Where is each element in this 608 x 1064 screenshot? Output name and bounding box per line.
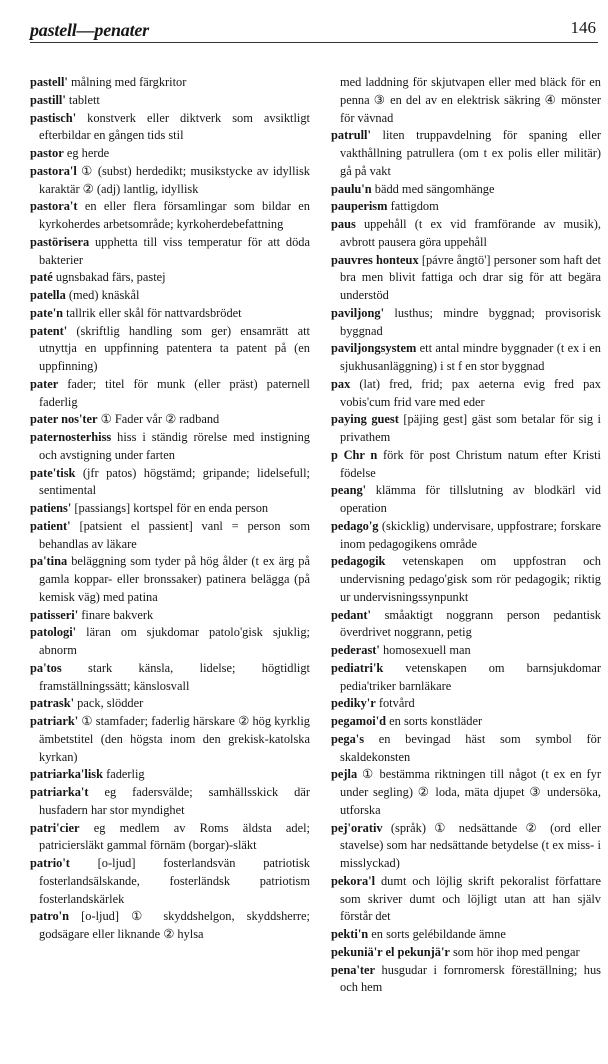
- entry-definition: lusthus; mindre byggnad; provisorisk byggnad: [340, 305, 601, 338]
- entry-headword: patrask': [30, 696, 75, 711]
- entry-definition: (jfr patos) högstämd; gripande; lidelsefull; sentimental: [39, 465, 310, 498]
- entry-definition: [o-ljud] fosterlandsvän patriotisk fosterlandsälskande, fosterländsk patriotism fosterlandskärlek: [39, 856, 310, 906]
- entry-definition: finare bakverk: [78, 607, 154, 622]
- dictionary-entry: [30, 607, 310, 625]
- entry-definition: [päjing gest] gäst som betalar för sig i privathem: [340, 412, 601, 444]
- entry-headword: patro'n: [30, 909, 70, 924]
- entry-definition: läran om sjukdomar patolo'gisk sjuklig; abnorm: [39, 625, 310, 657]
- dictionary-entry: [331, 181, 601, 199]
- entry-definition: förk för post Christum natum efter Kristi födelse: [340, 447, 601, 480]
- entry-definition: en sorts konstläder: [386, 714, 483, 728]
- entry-definition: eg herde: [63, 146, 110, 160]
- entry-headword: pater nos'ter: [30, 412, 98, 427]
- dictionary-entry: [30, 713, 310, 766]
- entry-definition: målning med färgkritor: [67, 75, 187, 89]
- entry-headword: paternosterhiss: [30, 430, 112, 444]
- entry-definition: ① bestämma riktningen till något (t ex en fyr under segling) ② loda, mäta djupet ③ undersöka, utforska: [340, 767, 601, 817]
- entry-definition: faderlig: [102, 767, 145, 782]
- dictionary-entry: [331, 820, 601, 873]
- entry-headword: patriarka't: [30, 785, 89, 799]
- entry-headword: pedago'g: [331, 518, 379, 533]
- entry-definition: stark känsla, lidelse; högtidligt framställningssätt; känslosvall: [39, 660, 310, 693]
- dictionary-entry: [30, 660, 310, 696]
- entry-definition: ett antal mindre byggnader (t ex i en sjukhusanläggning) i st f en stor byggnad: [340, 341, 601, 373]
- entry-headword: paté: [30, 270, 53, 285]
- dictionary-entry: [331, 376, 601, 412]
- entry-headword: pax: [331, 376, 351, 391]
- dictionary-entry: [30, 624, 310, 660]
- entry-headword: pate'tisk: [30, 465, 76, 480]
- entry-headword: pastörisera: [30, 234, 90, 249]
- entry-definition: bädd med sängomhänge: [371, 181, 495, 196]
- entry-headword: pekora'l: [331, 873, 376, 888]
- dictionary-entry: [30, 323, 310, 376]
- dictionary-entry: [331, 944, 601, 962]
- dictionary-entry: [331, 216, 601, 252]
- entry-definition: (med) knäskål: [65, 288, 140, 302]
- dictionary-entry: [30, 269, 310, 287]
- entry-definition: vetenskapen om uppfostran och undervisning pedago'gisk som rör pedagogik; riktig ur undervisningssynpunkt: [340, 554, 601, 604]
- entry-headword: pekuniä'r el pekunjä'r: [331, 944, 450, 959]
- entry-definition: uppehåll (t ex vid framförande av musik), avbrott pausera göra uppehåll: [340, 217, 601, 249]
- dictionary-entry: [30, 376, 310, 412]
- dictionary-entry: [331, 695, 601, 713]
- dictionary-entry: [30, 766, 310, 784]
- entry-definition: (skicklig) undervisare, uppfostrare; forskare inom pedagogikens område: [340, 518, 601, 551]
- dictionary-entry: [30, 110, 310, 146]
- entry-definition: tallrik eller skål för nattvardsbrödet: [63, 305, 242, 320]
- dictionary-entry: [331, 713, 601, 731]
- dictionary-entry: [331, 198, 601, 216]
- dictionary-entry: [30, 429, 310, 465]
- left-column: [30, 74, 310, 944]
- entry-definition: beläggning som tyder på hög ålder (t ex ärg på gamla koppar- eller bronssaker) patinera belägga (på kemisk väg) med patina: [39, 554, 310, 604]
- entry-headword: pej'orativ: [331, 820, 383, 835]
- entry-definition: tablett: [65, 92, 100, 107]
- dictionary-entry: [30, 465, 310, 501]
- entry-definition: fotvård: [375, 696, 415, 711]
- dictionary-entry: [331, 660, 601, 696]
- dictionary-entry: [30, 695, 310, 713]
- entry-headword: pauperism: [331, 199, 388, 214]
- entry-definition: dumt och löjlig skrift pekoralist författare som skriver dumt och löjligt utan att han själv förstår det: [340, 873, 601, 924]
- entry-definition: som hör ihop med pengar: [449, 944, 580, 959]
- dictionary-entry: [30, 145, 310, 163]
- dictionary-entry: [331, 447, 601, 483]
- entry-headword: patriark': [30, 714, 79, 728]
- entry-headword: patient': [30, 518, 71, 533]
- entry-definition: ① (subst) herdedikt; musikstycke av idyllisk karaktär ② (adj) lantlig, idyllisk: [39, 163, 310, 196]
- entry-headword: pate'n: [30, 305, 64, 320]
- entry-definition: husgudar i fornromersk föreställning; hus och hem: [340, 962, 601, 995]
- entry-definition: [pávre ångtö'] personer som haft det bra men blivit fattiga och drar sig för att begära understöd: [340, 252, 601, 302]
- entry-headword: pena'ter: [331, 962, 376, 977]
- dictionary-entry: [331, 766, 601, 819]
- dictionary-entry: [331, 252, 601, 305]
- entry-headword: p Chr n: [331, 447, 378, 462]
- entry-definition: pack, slödder: [74, 696, 144, 711]
- entry-definition: eg medlem av Roms äldsta adel; patriciersläkt gammal förnäm (borgar)-släkt: [39, 820, 310, 853]
- dictionary-entry: [331, 482, 601, 518]
- dictionary-entry: [331, 926, 601, 944]
- entry-definition: liten truppavdelning för spaning eller vakthållning patrullera (om t ex polis eller militär) gå på vakt: [340, 128, 601, 178]
- right-column: [331, 74, 601, 997]
- dictionary-entry: [331, 340, 601, 376]
- entry-headword: pastora't: [30, 199, 78, 214]
- page-number: 146: [570, 18, 596, 37]
- entry-headword: pastor: [30, 146, 64, 160]
- entry-definition: en sorts gelébildande ämne: [368, 927, 506, 941]
- entry-definition: småaktigt noggrann person pedantisk överdrivet noggrann, petig: [340, 607, 601, 640]
- dictionary-entry: [30, 908, 310, 944]
- page-header: [30, 14, 598, 43]
- entry-definition: vetenskapen om barnsjukdomar pedia'triker barnläkare: [340, 660, 601, 693]
- entry-headword: patent': [30, 323, 68, 338]
- dictionary-entry: [30, 198, 310, 234]
- entry-definition: upphetta till viss temperatur för att döda bakterier: [39, 234, 310, 267]
- dictionary-entry: [331, 607, 601, 643]
- dictionary-entry: [331, 553, 601, 606]
- dictionary-entry: [30, 855, 310, 908]
- dictionary-entry: [331, 642, 601, 660]
- entry-headword: pekti'n: [331, 927, 369, 941]
- entry-headword: pastisch': [30, 110, 77, 125]
- dictionary-entry: [30, 784, 310, 820]
- entry-definition: [passiangs] kortspel för en enda person: [71, 501, 269, 515]
- running-title: pastell—penater: [30, 20, 149, 40]
- dictionary-entry: [30, 92, 310, 110]
- entry-headword: patisseri': [30, 607, 79, 622]
- dictionary-entry: [331, 962, 601, 998]
- entry-headword: pega's: [331, 731, 365, 746]
- entry-headword: paviljong': [331, 305, 385, 320]
- entry-headword: pauvres honteux: [331, 252, 419, 267]
- dictionary-entry: [30, 553, 310, 606]
- dictionary-entry: [30, 163, 310, 199]
- entry-headword: pater: [30, 376, 59, 391]
- entry-definition: fattigdom: [387, 199, 439, 214]
- dictionary-entry: [331, 411, 601, 447]
- entry-headword: paviljongsystem: [331, 341, 417, 356]
- dictionary-entry: [30, 287, 310, 305]
- entry-headword: pejla: [331, 767, 358, 782]
- entry-definition: konstverk eller diktverk som avsiktligt efterbildar en gången tids stil: [39, 110, 310, 143]
- entry-headword: pedagogik: [331, 554, 386, 569]
- entry-definition: ① Fader vår ② radband: [97, 412, 220, 427]
- entry-definition: (lat) fred, frid; pax aeterna evig fred pax vobis'cum frid vare med eder: [340, 376, 601, 409]
- entry-definition: klämma för tillslutning av blodkärl vid operation: [340, 483, 601, 515]
- entry-definition: [o-ljud] ① skyddshelgon, skyddsherre; godsägare eller liknande ② hylsa: [39, 909, 310, 941]
- dictionary-entry: [30, 518, 310, 554]
- entry-definition: ugnsbakad färs, pastej: [52, 270, 166, 285]
- entry-definition: eg fadersvälde; samhällsskick där husfadern har stor myndighet: [39, 785, 310, 817]
- entry-headword: pastora'l: [30, 163, 77, 178]
- dictionary-entry: [331, 74, 601, 127]
- dictionary-entry: [331, 305, 601, 341]
- dictionary-entry: [30, 74, 310, 92]
- entry-headword: paulu'n: [331, 181, 372, 196]
- entry-headword: paus: [331, 217, 356, 231]
- entry-definition: en bevingad häst som symbol för skaldekonsten: [340, 731, 601, 764]
- dictionary-entry: [331, 518, 601, 554]
- entry-headword: pediatri'k: [331, 660, 384, 675]
- entry-headword: patriarka'lisk: [30, 767, 103, 782]
- dictionary-entry: [30, 234, 310, 270]
- entry-headword: patella: [30, 288, 66, 302]
- entry-definition: en eller flera församlingar som bildar en kyrkoherdes arbetsområde; kyrkoherdebefattning: [39, 199, 310, 231]
- entry-headword: pedant': [331, 607, 371, 622]
- dictionary-entry: [331, 127, 601, 180]
- entry-definition: hiss i ständig rörelse med instigning och avstigning under farten: [39, 430, 310, 462]
- entry-headword: pa'tos: [30, 660, 62, 675]
- dictionary-entry: [30, 820, 310, 856]
- dictionary-entry: [331, 873, 601, 926]
- entry-headword: pederast': [331, 643, 380, 657]
- entry-headword: patiens': [30, 501, 72, 515]
- entry-headword: pastill': [30, 92, 66, 107]
- entry-headword: peang': [331, 483, 367, 498]
- dictionary-entry: [30, 305, 310, 323]
- dictionary-entry: [331, 731, 601, 767]
- entry-headword: pediky'r: [331, 696, 376, 711]
- entry-headword: paying guest: [331, 412, 399, 427]
- entry-headword: patrull': [331, 128, 371, 143]
- entry-headword: pegamoi'd: [331, 714, 387, 728]
- entry-headword: patri'cier: [30, 820, 80, 835]
- entry-definition: (skriftlig handling som ger) ensamrätt att utnyttja en uppfinning patentera ta patent på (en uppfinning): [39, 323, 310, 373]
- entry-definition: [patsient el passient] vanl = person som behandlas av läkare: [39, 518, 310, 551]
- entry-definition: (språk) ① nedsättande ② (ord eller stavelse) som har nedsättande betydelse (t ex miss- i misslyckad): [340, 820, 601, 870]
- entry-headword: patologi': [30, 625, 77, 640]
- entry-definition: med laddning för skjutvapen eller med bläck för en penna ③ en del av en elektrisk säkring ④ mönster för vävnad: [340, 75, 601, 125]
- entry-headword: pastell': [30, 75, 68, 89]
- dictionary-entry: [30, 500, 310, 518]
- entry-definition: ① stamfader; faderlig härskare ② hög kyrklig ämbetstitel (den högsta inom den grekisk-katolska kyrkan): [39, 714, 310, 764]
- entry-headword: pa'tina: [30, 554, 68, 569]
- dictionary-entry: [30, 411, 310, 429]
- entry-definition: homosexuell man: [379, 643, 471, 657]
- entry-headword: patrio't: [30, 856, 70, 870]
- entry-definition: fader; titel för munk (eller präst) paternell faderlig: [39, 376, 310, 409]
